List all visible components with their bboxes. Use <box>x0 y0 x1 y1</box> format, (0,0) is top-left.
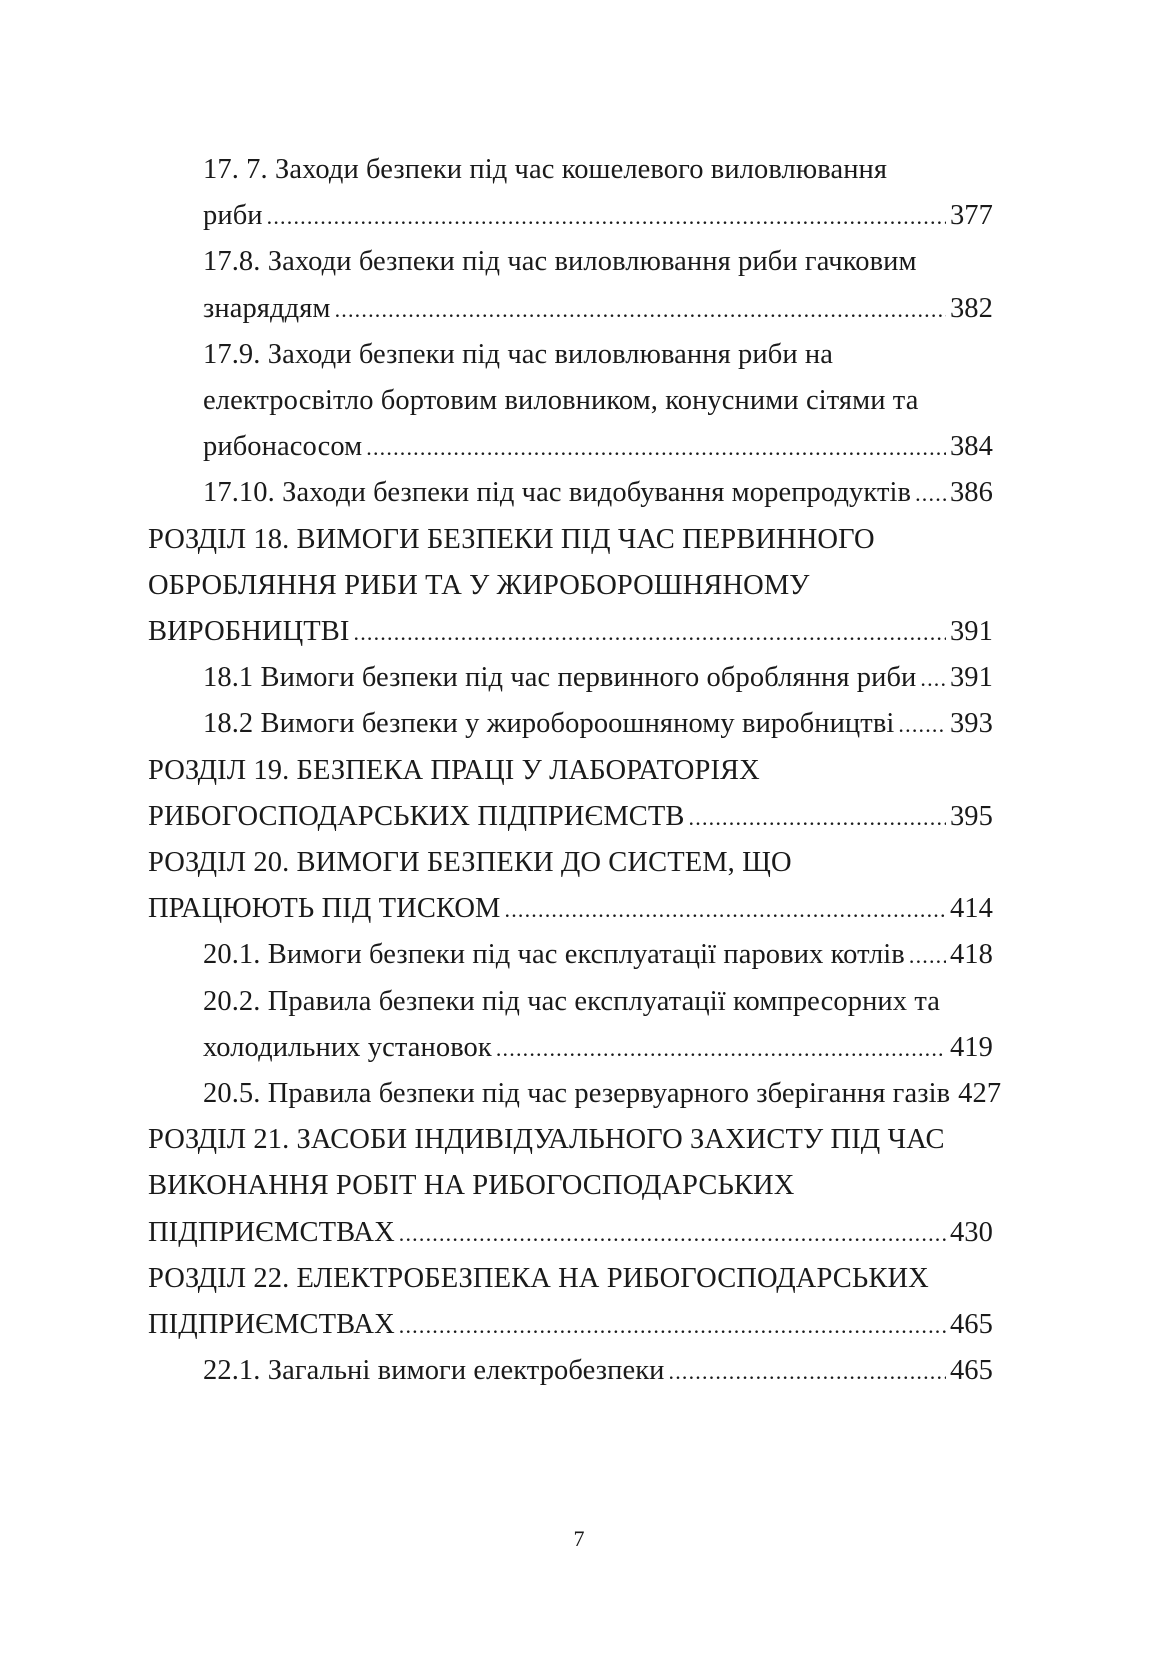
dot-leader <box>920 658 946 698</box>
toc-entry-line-final <box>148 612 993 652</box>
dot-leader <box>909 935 946 975</box>
toc-entry-line-final <box>203 1028 993 1068</box>
toc-page-number: 384 <box>949 431 993 463</box>
toc-entry-line: РОЗДІЛ 20. ВИМОГИ БЕЗПЕКИ ДО СИСТЕМ, ЩО <box>148 847 792 878</box>
toc-entry-line-final <box>203 427 993 467</box>
toc-page-number: 382 <box>949 292 993 324</box>
toc-entry-title: ВИРОБНИЦТВІ <box>148 616 350 647</box>
toc-entry-line-final <box>203 704 993 744</box>
toc-entry-line: РОЗДІЛ 21. ЗАСОБИ ІНДИВІДУАЛЬНОГО ЗАХИСТУ ПІД ЧАС <box>148 1124 945 1156</box>
toc-entry-line-final <box>203 1351 993 1391</box>
toc-entry-title: 18.2 Вимоги безпеки у жиробороошняному виробництві <box>203 708 895 740</box>
toc-page-number: 393 <box>949 708 993 740</box>
toc-entry-line-final <box>148 1305 993 1345</box>
toc-entry-title: ПРАЦЮЮТЬ ПІД ТИСКОМ <box>148 893 501 925</box>
dot-leader <box>689 797 946 837</box>
toc-page-number: 414 <box>949 893 993 925</box>
toc-page-number: 465 <box>949 1355 993 1387</box>
dot-leader <box>505 889 946 929</box>
toc-entry-line-final <box>148 797 993 837</box>
toc-entry-title: РИБОГОСПОДАРСЬКИХ ПІДПРИЄМСТВ <box>148 800 685 832</box>
toc-entry-title: 22.1. Загальні вимоги електробезпеки <box>203 1355 665 1387</box>
dot-leader <box>496 1028 946 1068</box>
toc-entry-line: 20.2. Правила безпеки під час експлуатації компресорних та <box>203 985 941 1017</box>
toc-entry-title: знаряддям <box>203 292 331 324</box>
toc-entry-line: РОЗДІЛ 18. ВИМОГИ БЕЗПЕКИ ПІД ЧАС ПЕРВИННОГО <box>148 523 875 555</box>
toc-page-number: 386 <box>949 477 993 509</box>
toc-entry-line: електросвітло бортовим виловником, конусними сітями та <box>203 385 919 416</box>
toc-entry-line-final <box>203 658 993 698</box>
toc-page-number: 465 <box>949 1309 993 1340</box>
toc-entry-title: 20.1. Вимоги безпеки під час експлуатації парових котлів <box>203 939 905 971</box>
dot-leader <box>267 196 946 236</box>
toc-page-number: 395 <box>949 800 993 832</box>
dot-leader <box>366 427 946 467</box>
dot-leader <box>399 1305 946 1345</box>
dot-leader <box>898 704 946 744</box>
toc-entry-line-final <box>203 935 993 975</box>
toc-entry-line: 17.9. Заходи безпеки під час виловлювання риби на <box>203 338 834 370</box>
dot-leader <box>399 1213 946 1253</box>
toc-entry-line-final <box>203 289 993 329</box>
toc-entry-line-final <box>203 196 993 236</box>
dot-leader <box>354 612 946 652</box>
toc-page-number: 377 <box>949 200 993 232</box>
toc-entry-line: 17. 7. Заходи безпеки під час кошелевого виловлювання <box>203 154 888 185</box>
toc-page-number: 419 <box>949 1031 993 1063</box>
toc-entry-line-final <box>148 1213 993 1253</box>
toc-entry-line: РОЗДІЛ 19. БЕЗПЕКА ПРАЦІ У ЛАБОРАТОРІЯХ <box>148 754 760 786</box>
toc-entry-line-final <box>148 889 993 929</box>
toc-entry-title: риби <box>203 200 263 232</box>
dot-leader <box>669 1351 946 1391</box>
toc-page-number: 391 <box>949 616 993 647</box>
toc-entry-title: 17.10. Заходи безпеки під час видобування морепродуктів <box>203 477 912 509</box>
dot-leader <box>335 289 946 329</box>
toc-page-number: 418 <box>949 939 993 971</box>
toc-entry-line: РОЗДІЛ 22. ЕЛЕКТРОБЕЗПЕКА НА РИБОГОСПОДАРСЬКИХ <box>148 1262 929 1294</box>
page-number: 7 <box>573 1526 585 1551</box>
toc-entry-line: 17.8. Заходи безпеки під час виловлювання риби гачковим <box>203 246 917 278</box>
toc-entry-line-final <box>203 473 993 513</box>
toc-entry-title: ПІДПРИЄМСТВАХ <box>148 1309 395 1340</box>
toc-entry-line-final <box>203 1074 1002 1114</box>
toc-page-number: 427 <box>958 1078 1002 1109</box>
toc-page-number: 391 <box>949 662 993 694</box>
toc-entry-title: ПІДПРИЄМСТВАХ <box>148 1216 395 1248</box>
dot-leader <box>915 473 946 513</box>
toc-entry-title: 20.5. Правила безпеки під час резервуарного зберігання газів <box>203 1078 951 1109</box>
toc-entry-line: ВИКОНАННЯ РОБІТ НА РИБОГОСПОДАРСЬКИХ <box>148 1170 795 1202</box>
toc-entry-title: холодильних установок <box>203 1031 492 1063</box>
toc-entry-title: рибонасосом <box>203 431 363 463</box>
toc-entry-title: 18.1 Вимоги безпеки під час первинного обробляння риби <box>203 662 917 694</box>
toc-page-number: 430 <box>949 1216 993 1248</box>
toc-entry-line: ОБРОБЛЯННЯ РИБИ ТА У ЖИРОБОРОШНЯНОМУ <box>148 569 810 601</box>
